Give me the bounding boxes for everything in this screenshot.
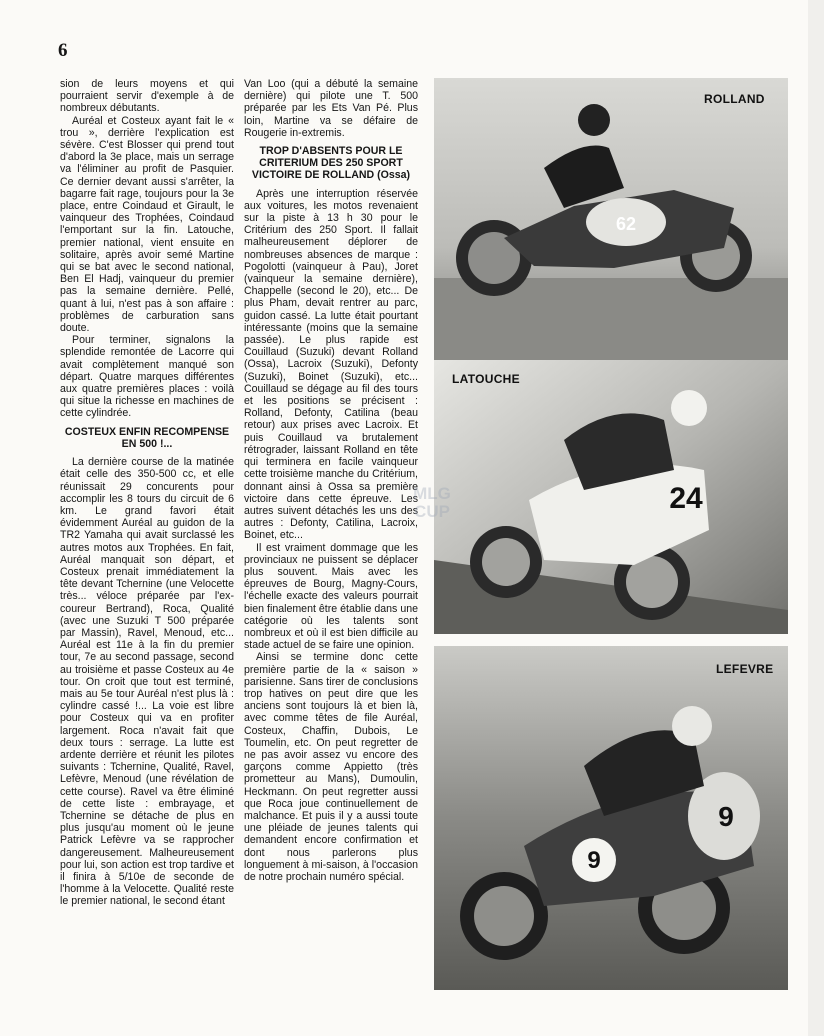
paragraph: Pour terminer, signalons la splendide remontée de Lacorre qui avait complètement manqué son départ. Quatre marques différentes aux quatre premières places : voilà qui situe la richesse en machines de cette cylindrée. bbox=[60, 334, 234, 420]
paragraph: Après une interruption réservée aux voitures, les motos revenaient sur la piste à 13 h 30 pour le Critérium des 250 Sport. Il fallait malheureusement déplorer de nombreuses absences de marque : Pogolotti (vainqueur à Pau), Joret (vainqueur la semaine dernière), Chappelle (second le 20), etc... De plus Pham, devait rentrer au parc, guidon cassé. La lutte était pourtant intéressante (moins que la semaine passée). Le plus rapide est Couillaud (Suzuki) devant Rolland (Ossa), Lacroix (Suzuki), Defonty (Suzuki), Boinet (Suzuki), etc... Couillaud se dégage au fil des tours et les positions se précisent : Rolland, Defonty, Catilina (beau retour) aux prises avec Lacroix. Et puis Couillaud va brutalement rétrograder, laissant Rolland en tête qui terminera en facile vainqueur cette troisième manche du Critérium, donnant ainsi à Ossa sa première victoire dans cette épreuve. Les autres suivent détachés les uns des autres : Defonty, Catilina, Lacroix, Boinet, etc... bbox=[244, 187, 418, 542]
photo-caption: LATOUCHE bbox=[452, 372, 520, 386]
paragraph: Auréal et Costeux ayant fait le « trou », derrière l'explication est sévère. C'est Blosser qui prend tout d'abord la 3e place, mais un serrage va l'éliminer au profit de Pasquier. Ce dernier devant aussi s'arrêter, la bagarre fait rage, toujours pour la 3e place, entre Coindaud et Girault, le vainqueur des Trophées, Coindaud l'emportant sur la fin. Latouche, premier national, vient ensuite en solitaire, après avoir semé Martine qui se bat avec le second national, Ben El Hadj, vainqueur du premier pas la semaine dernière. Pellé, quant à lui, n'est pas à son affaire : problèmes de carburation sans doute. bbox=[60, 114, 234, 335]
paragraph: sion de leurs moyens et qui pourraient servir d'exemple à de nombreux débutants. bbox=[60, 78, 234, 115]
photo-caption: ROLLAND bbox=[704, 92, 765, 106]
paragraph: Van Loo (qui a débuté la semaine dernière) qui pilote une T. 500 préparée par les Ets Van Pé. Plus loin, Martine va se défaire de Rougerie in-extremis. bbox=[244, 78, 418, 139]
photo-rolland bbox=[434, 78, 788, 360]
text-column-1 bbox=[60, 78, 234, 908]
photo-lefevre bbox=[434, 646, 788, 990]
watermark-logo: MLG CUP bbox=[413, 484, 451, 521]
race-number: 9 bbox=[718, 801, 734, 832]
race-number: 9 bbox=[587, 847, 601, 874]
page-edge bbox=[808, 0, 824, 1036]
paragraph: Ainsi se termine donc cette première partie de la « saison » parisienne. Sans tirer de conclusions trop hatives on peut dire que les anciens sont toujours là et bien là, avec comme têtes de file Auréal, Costeux, Chaffin, Dubois, Le Toumelin, etc. On peut regretter de ne pas avoir assez vu encore des garçons comme Appietto (très prometteur au Mans), Dumoulin, Heckmann. On peut regretter aussi que Roca joue continuellement de malchance. Et puis il y a aussi toute une pléiade de jeunes talents qui demandent encore confirmation et dont nous parlerons plus longuement à mi-saison, à l'occasion de notre prochain numéro spécial. bbox=[244, 651, 418, 883]
section-heading: TROP D'ABSENTS POUR LE CRITERIUM DES 250 SPORT VICTOIRE DE ROLLAND (Ossa) bbox=[251, 145, 411, 182]
race-number: 62 bbox=[615, 214, 637, 234]
text-column-2 bbox=[244, 78, 418, 883]
section-heading: COSTEUX ENFIN RECOMPENSE EN 500 !... bbox=[64, 425, 230, 450]
race-number: 24 bbox=[669, 482, 703, 515]
photo-latouche bbox=[434, 360, 788, 634]
photo-caption: LEFEVRE bbox=[716, 662, 774, 676]
page-number: 6 bbox=[58, 40, 68, 61]
paragraph: Il est vraiment dommage que les provinciaux ne puissent se déplacer plus souvent. Mais avec les épreuves de Bourg, Magny-Cours, l'échelle exacte des valeurs pourrait bien finalement être établie dans une catégorie où les talents sont nombreux et où il est bien difficile au stade actuel de se faire une opinion. bbox=[244, 541, 418, 652]
paragraph: La dernière course de la matinée était celle des 350-500 cc, et elle réunissait 29 concurents pour accomplir les 8 tours du circuit de 6 km. Le grand favori était évidemment Auréal au guidon de la TR2 Yamaha qui avait surclassé les autres motos aux Trophées. En fait, Auréal manquait son départ, et Costeux prenait immédiatement la tête devant Tchernine (une Velocette très... véloce préparée par l'ex-coureur Bertrand), Roca, Qualité (avec une Suzuki T 500 préparée par Massin), Ravel, Menoud, etc... Auréal est 11e à la fin du premier tour, 7e au second passage, second au troisième et passe Costeux au 4e tour. On croit que tout est terminé, mais au 5e tour Auréal n'est plus là : cylindre cassé !... La voie est libre pour Costeux qui va en profiter largement. Roca n'avait fait que deux tours : serrage. La lutte est ardente derrière et réunit les pilotes suivants : Tchernine, Qualité, Ravel, Lefèvre, Menoud (une révélation de cette course). Ravel va être éliminé de cette liste : embrayage, et Tchernine se détache de plus en plus jusqu'au moment où le jeune Patrick Lefèvre va se rapprocher dangereusement. Malheureusement pour lui, son action est trop tardive et il finira à 5/10e de seconde de l'homme à la Velocette. Qualité reste le premier national, le second étant bbox=[60, 456, 234, 908]
